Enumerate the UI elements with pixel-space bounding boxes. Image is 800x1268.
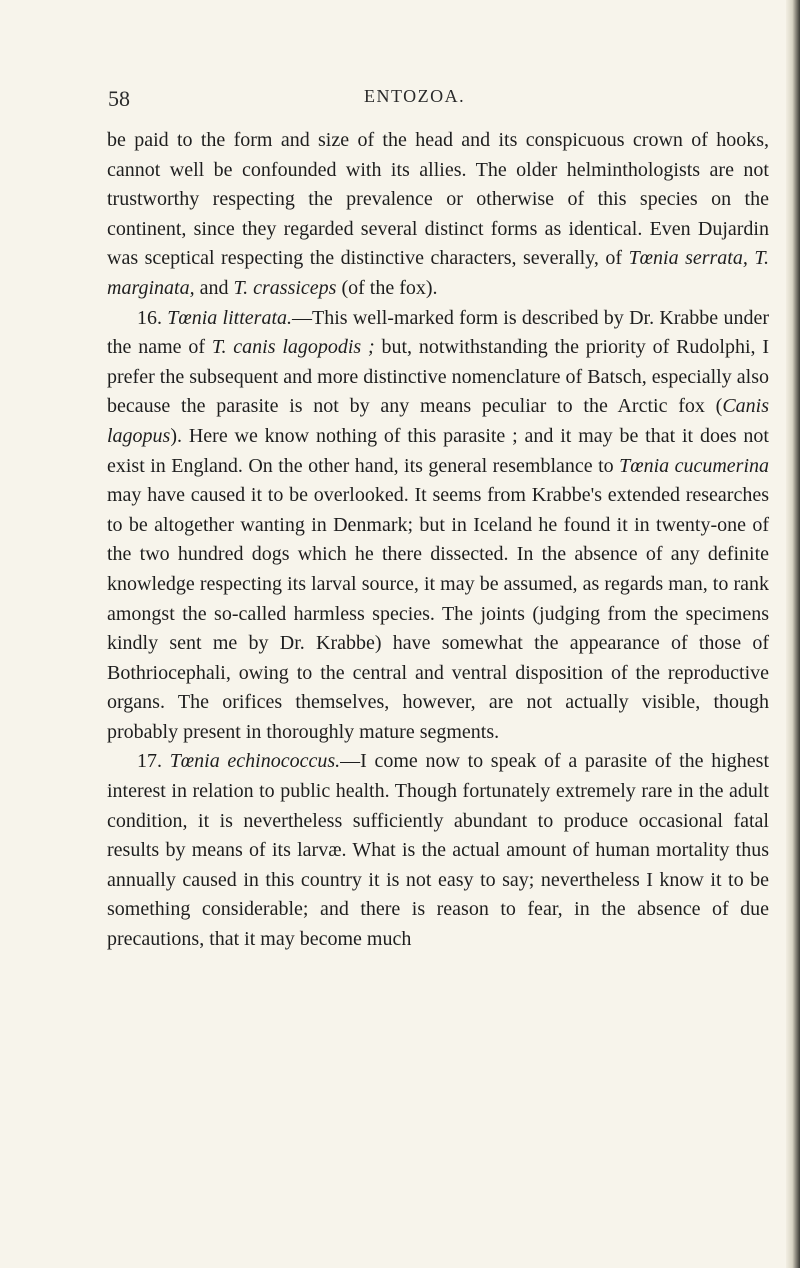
page-number: 58 <box>108 86 130 111</box>
paragraph-2-text-1: —This well-marked form is described by Dr. Krabbe under the name of <box>107 306 769 359</box>
section-heading-italic: Tœnia echinococcus. <box>169 750 341 773</box>
body-text <box>107 126 769 955</box>
section-number: 17. <box>137 750 170 773</box>
paragraph-1 <box>107 126 769 304</box>
paragraph-2 <box>107 304 769 748</box>
paragraph-1-text-1: be paid to the form and size of the head and its conspicuous crown of hooks, cannot well be confounded with its allies. The older helminthologists are not trustworthy respecting the prevalence or otherwise of this species on the continent, since they regarded several distinct forms as identical. Even Dujardin was sceptical respecting the distinctive characters, severally, of <box>107 129 769 270</box>
paragraph-3 <box>107 747 769 954</box>
page-edge-shadow <box>786 0 800 1268</box>
paragraph-2-text-3: ). Here we know nothing of this parasite ; and it may be that it does not exist in England. On the other hand, its general resemblance to <box>107 424 769 477</box>
paragraph-2-text-2: but, notwithstanding the priority of Rudolphi, I prefer the subsequent and more distinctive nomenclature of Batsch, especially also because the parasite is not by any means peculiar to the Arctic fox ( <box>107 336 769 418</box>
species-name-italic: Canis lagopus <box>107 395 769 447</box>
paragraph-2-text-4: may have caused it to be overlooked. It seems from Krabbe's extended researches to be altogether wanting in Denmark; but in Iceland he found it in twenty-one of the two hundred dogs which he there dissected. In the absence of any definite knowledge respecting its larval source, it may be assumed, as regards man, to rank amongst the so-called harmless species. The joints (judging from the specimens kindly sent me by Dr. Krabbe) have somewhat the appearance of those of Bothriocephali, owing to the central and ventral disposition of the reproductive organs. The orifices themselves, however, are not actually visible, though probably present in thoroughly mature segments. <box>107 484 769 743</box>
species-name-italic: T. canis lagopodis ; <box>211 336 375 359</box>
paragraph-1-text-3: (of the fox). <box>336 276 438 299</box>
species-name-italic: Tœnia serrata, T. marginata, <box>107 247 769 299</box>
section-number: 16. <box>137 306 168 329</box>
paragraph-1-text-2: and <box>194 276 234 299</box>
species-name-italic: Tœnia cucumerina <box>619 454 769 477</box>
paragraph-3-text-1: —I come now to speak of a parasite of the highest interest in relation to public health. Though fortunately extremely rare in the adult condition, it is nevertheless sufficiently abundant to produce occasional fatal results by means of its larvæ. What is the actual amount of human mortality thus annually caused in this country it is not easy to say; nevertheless I know it to be something considerable; and there is reason to fear, in the absence of due precautions, that it may become much <box>107 750 770 951</box>
section-heading-italic: Tœnia litterata. <box>167 306 292 329</box>
running-title: ENTOZOA. <box>364 86 466 106</box>
species-name-italic: T. crassiceps <box>233 276 337 299</box>
page-header <box>108 86 768 116</box>
